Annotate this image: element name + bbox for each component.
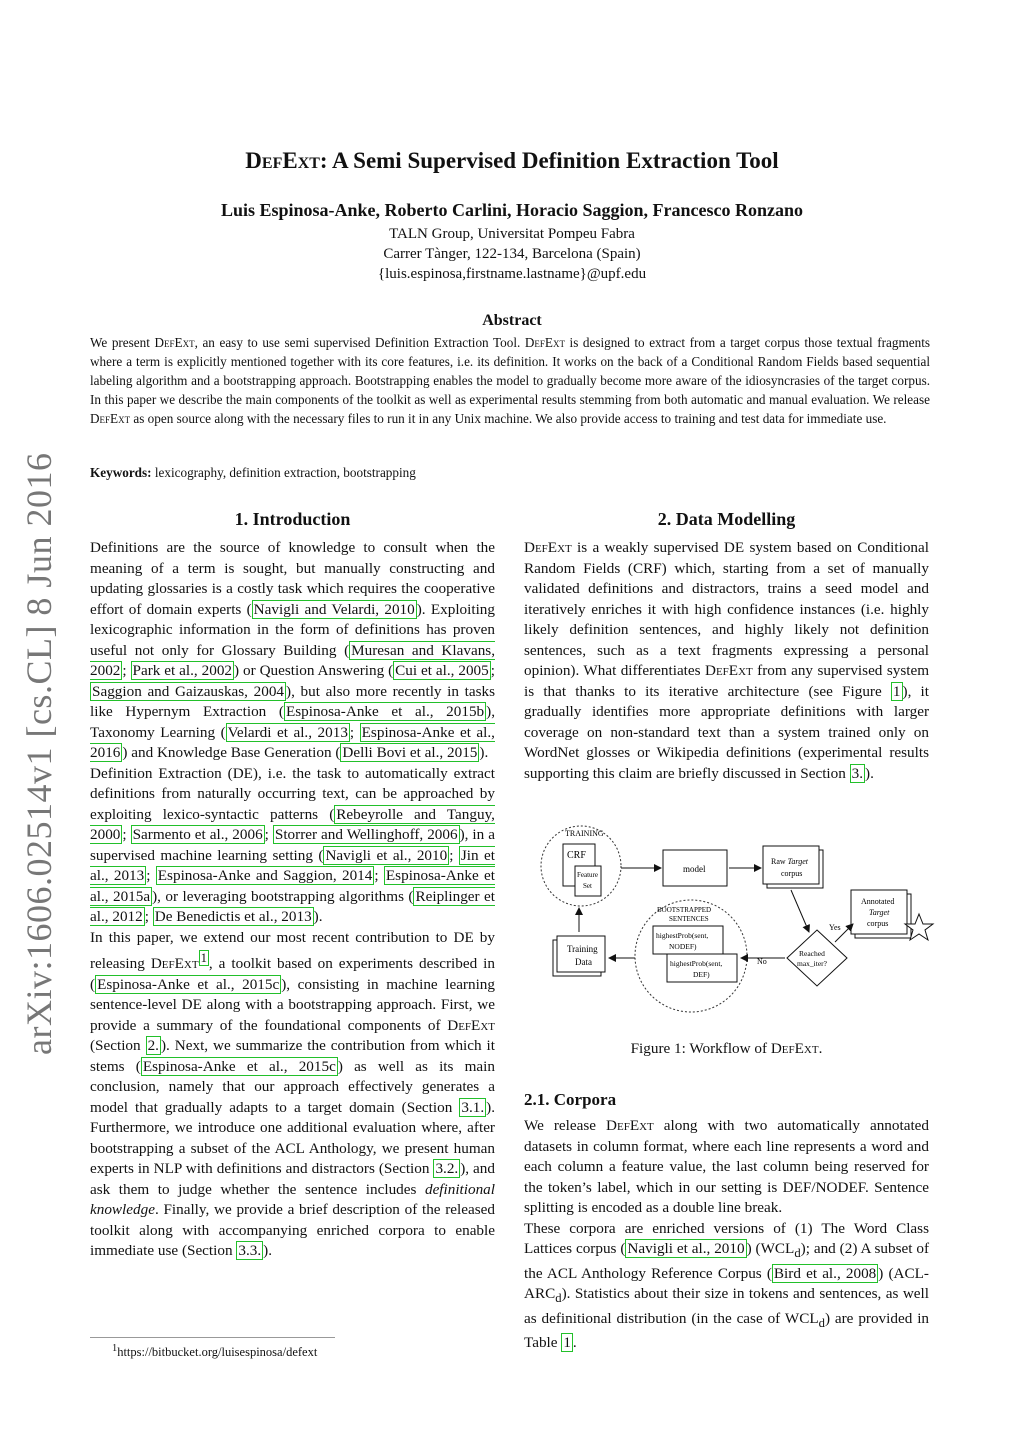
intro-paragraph-3: In this paper, we extend our most recent contribution to DE by releasing DefExt $^1$ , a toolkit based on experiments described in ( Espinosa-Anke et al., 2015c ), consisting in machine learning sentence-level DE along with a bootstrapping approach. First, we provide a summary of the foundational components of DefExt (Section 2. ). Next, we summarize the contribution from which it stems ( Espinosa-Anke et al., 2015c ) as well as its main conclusion, namely that our approach effectively generates a model that gradually adapts to a target domain (Section 3.1. ). Furthermore, we introduce one additional evaluation where, after bootstrapping a subset of the ACL Anthology, we present human experts in NLP with definitions and distractors (Section 3.2. ), and ask them to judge whether the sentence includes definitional knowledge. Finally, we provide a brief description of the released toolkit along with accompanying enriched corpora to enable immediate use (Section 3.3. ). — [90, 928, 495, 1260]
model-label: model — [683, 864, 706, 874]
footnote-link[interactable]: 1 — [200, 951, 207, 965]
raw-target-corpus-label: Raw Target — [771, 857, 808, 866]
dm-paragraph-1: DefExt is a weakly supervised DE system based on Conditional Random Fields (CRF) which, starting from a set of manually validated definitions and distractors, trains a seed model and iteratively enriches it with high confidence instances (i.e. highly likely definition sentences, and highly likely not definition sentences, such as a text fragments expressing a personal opinion). What differentiates DefExt from any supervised system is that thanks to its iterative architecture (see Figure 1 ), it gradually identifies more appropriate definitions with larger coverage on non-standard text than a system trained only on WordNet glosses or Wikipedia definitions (experimental results supporting this claim are briefly discussed in Section 3. ). — [524, 539, 930, 782]
svg-text:Feature: Feature — [577, 871, 598, 879]
svg-text:NODEF): NODEF) — [669, 942, 697, 951]
footnote: $^1$https://bitbucket.org/luisespinosa/defext — [112, 1343, 318, 1360]
svg-text:Data: Data — [575, 957, 592, 967]
address: Carrer Tànger, 122-134, Barcelona (Spain) — [383, 246, 641, 262]
training-label: TRAINING — [565, 829, 604, 838]
citation-link[interactable]: Jin et al., 2013 — [90, 846, 495, 884]
citation-link[interactable]: Navigli and Velardi, 2010 — [253, 600, 415, 618]
citation-link[interactable]: Bird et al., 2008 — [773, 1264, 877, 1282]
svg-text:corpus: corpus — [867, 919, 889, 928]
figure-caption: Figure 1: Workflow of DefExt. — [630, 1040, 823, 1057]
section-corpora-heading: 2.1. Corpora — [524, 1090, 617, 1109]
figure-ref-link[interactable]: 1 — [892, 682, 901, 700]
workflow-figure — [535, 818, 935, 1028]
section-ref-link[interactable]: 2. — [147, 1037, 159, 1055]
citation-link[interactable]: Saggion and Gaizauskas, 2004 — [92, 682, 285, 700]
citation-link[interactable]: Cui et al., 2005 — [395, 662, 489, 679]
svg-text:DEF): DEF) — [693, 970, 710, 979]
svg-text:highestProb(sent,: highestProb(sent, — [656, 931, 709, 940]
svg-text:corpus: corpus — [781, 869, 803, 878]
corpora-paragraph-1: We release DefExt along with two automatically annotated datasets in column format, where each line represents a word and each column a feature value, the last column being reserved for the token’s label, which in our setting is DEF/NODEF. Sentence splitting is encoded as a double line break. — [524, 1117, 929, 1216]
corpora-paragraph-2: These corpora are enriched versions of (1) The Word Class Lattices corpus ( Navigli et al., 2010 ) $(WCL_d)$; and (2) A subset of the ACL Anthology Reference Corpus ( Bird et al., 2008 ) $(ACL-ARC_d)$. Statistics about their size in tokens and sentences, as well as definitional distribution (in the case of $WCL_d$) are provided in Table 1 . — [524, 1219, 930, 1352]
citation-link[interactable]: Delli Bovi et al., 2015 — [342, 744, 478, 761]
abstract-text: We present DefExt, an easy to use semi supervised Definition Extraction Tool. DefExt is designed to extract from a target corpus those textual fragments where a term is explicitly mentioned together with its core features, i.e. its definition. It works on the back of a Conditional Random Fields based sequential labeling algorithm and a bootstrapping approach. Bootstrapping enables the model to gradually become more aware of the idiosyncrasies of the target corpus. In this paper we describe the main components of the toolkit as well as experimental results stemming from both automatic and manual evaluation. We release DefExt as open source along with the necessary files to run it in any Unix machine. We also provide access to training and test data for immediate use. — [90, 335, 930, 426]
section-introduction-heading: 1. Introduction — [234, 509, 351, 529]
section-data-modelling-heading: 2. Data Modelling — [657, 509, 796, 529]
citation-link[interactable]: Reiplinger et al., 2012 — [90, 887, 495, 925]
citation-link[interactable]: Navigli et al., 2010 — [325, 846, 448, 864]
citation-link[interactable]: Rebeyrolle and Tanguy, 2000 — [90, 805, 495, 843]
svg-text:BOOTSTRAPPED: BOOTSTRAPPED — [657, 906, 712, 914]
footnote-rule — [90, 1337, 335, 1338]
svg-text:max_iter?: max_iter? — [797, 959, 827, 968]
introduction-body — [90, 538, 495, 1262]
citation-link[interactable]: Espinosa-Anke and Saggion, 2014 — [157, 867, 373, 884]
table-ref-link[interactable]: 1 — [563, 1334, 571, 1352]
section-ref-link[interactable]: 3.1. — [461, 1098, 485, 1116]
intro-paragraph-1: Definitions are the source of knowledge to consult when the meaning of a term is sought, but manually constructing and updating glossaries is a costly task which requires the cooperative effort of domain experts ( Navigli and Velardi, 2010 ). Exploiting lexicographic information in the form of definitions has proven useful not only for Glossary Building ( Muresan and Klavans, 2002 ; Park et al., 2002 ) or Question Answering ( Cui et al., 2005 ; Saggion and Gaizauskas, 2004 ), but also more recently in tasks like Hypernym Extraction ( Espinosa-Anke et al., 2015b ), Taxonomy Learning ( Velardi et al., 2013 ; Espinosa-Anke et al., 2016 ) and Knowledge Base Generation ( Delli Bovi et al., 2015 ). — [90, 539, 496, 761]
svg-text:Target: Target — [869, 908, 890, 917]
keywords: Keywords: lexicography, definition extraction, bootstrapping — [90, 465, 416, 480]
citation-link[interactable]: Sarmento et al., 2006 — [132, 826, 263, 843]
svg-text:Set: Set — [583, 882, 592, 890]
intro-paragraph-2: Definition Extraction (DE), i.e. the task to automatically extract definitions from naturally occurring text, can be approached by exploiting lexico-syntactic patterns ( Rebeyrolle and Tanguy, 2000 ; Sarmento et al., 2006 ; Storrer and Wellinghoff, 2006 ), in a supervised machine learning setting ( Navigli et al., 2010 ; Jin et al., 2013 ; Espinosa-Anke and Saggion, 2014 ; Espinosa-Anke et al., 2015a ), or leveraging bootstrapping algorithms ( Reiplinger et al., 2012 ; De Benedictis et al., 2013 ). — [90, 764, 495, 925]
no-label: No — [757, 957, 767, 966]
citation-link[interactable]: Espinosa-Anke et al., 2015c — [142, 1057, 336, 1075]
abstract-heading: Abstract — [482, 312, 542, 329]
citation-link[interactable]: Storrer and Wellinghoff, 2006 — [274, 826, 458, 843]
tool-name: DefExt — [245, 148, 320, 173]
svg-text:SENTENCES: SENTENCES — [669, 915, 709, 923]
data-modelling-body — [524, 538, 929, 784]
email: {luis.espinosa,firstname.lastname}@upf.edu — [377, 266, 647, 282]
section-ref-link[interactable]: 3. — [851, 764, 864, 782]
citation-link[interactable]: Navigli et al., 2010 — [627, 1240, 745, 1257]
arxiv-sidebar-id: arXiv:1606.02514v1 [cs.CL] 8 Jun 2016 — [19, 452, 59, 1055]
citation-link[interactable]: Espinosa-Anke et al., 2016 — [90, 723, 495, 761]
svg-text:Annotated: Annotated — [861, 897, 895, 906]
paper-title: DefExt: A Semi Supervised Definition Extraction Tool — [245, 148, 779, 173]
citation-link[interactable]: Espinosa-Anke et al., 2015c — [97, 975, 280, 993]
affiliation: TALN Group, Universitat Pompeu Fabra — [389, 226, 635, 242]
authors: Luis Espinosa-Anke, Roberto Carlini, Horacio Saggion, Francesco Ronzano — [220, 200, 804, 220]
citation-link[interactable]: De Benedictis et al., 2013 — [154, 908, 312, 925]
citation-link[interactable]: Espinosa-Anke et al., 2015a — [90, 867, 495, 905]
yes-label: Yes — [829, 923, 841, 932]
citation-link[interactable]: Muresan and Klavans, 2002 — [90, 641, 496, 679]
section-ref-link[interactable]: 3.3. — [238, 1242, 262, 1260]
section-ref-link[interactable]: 3.2. — [435, 1160, 459, 1178]
svg-text:Training: Training — [567, 944, 598, 954]
citation-link[interactable]: Park et al., 2002 — [132, 662, 233, 679]
citation-link[interactable]: Espinosa-Anke et al., 2015b — [285, 703, 485, 720]
citation-link[interactable]: Velardi et al., 2013 — [227, 723, 348, 741]
svg-text:Reached: Reached — [799, 949, 825, 958]
svg-text:highestProb(sent,: highestProb(sent, — [670, 959, 723, 968]
corpora-body — [524, 1116, 929, 1354]
crf-label: CRF — [567, 850, 586, 861]
